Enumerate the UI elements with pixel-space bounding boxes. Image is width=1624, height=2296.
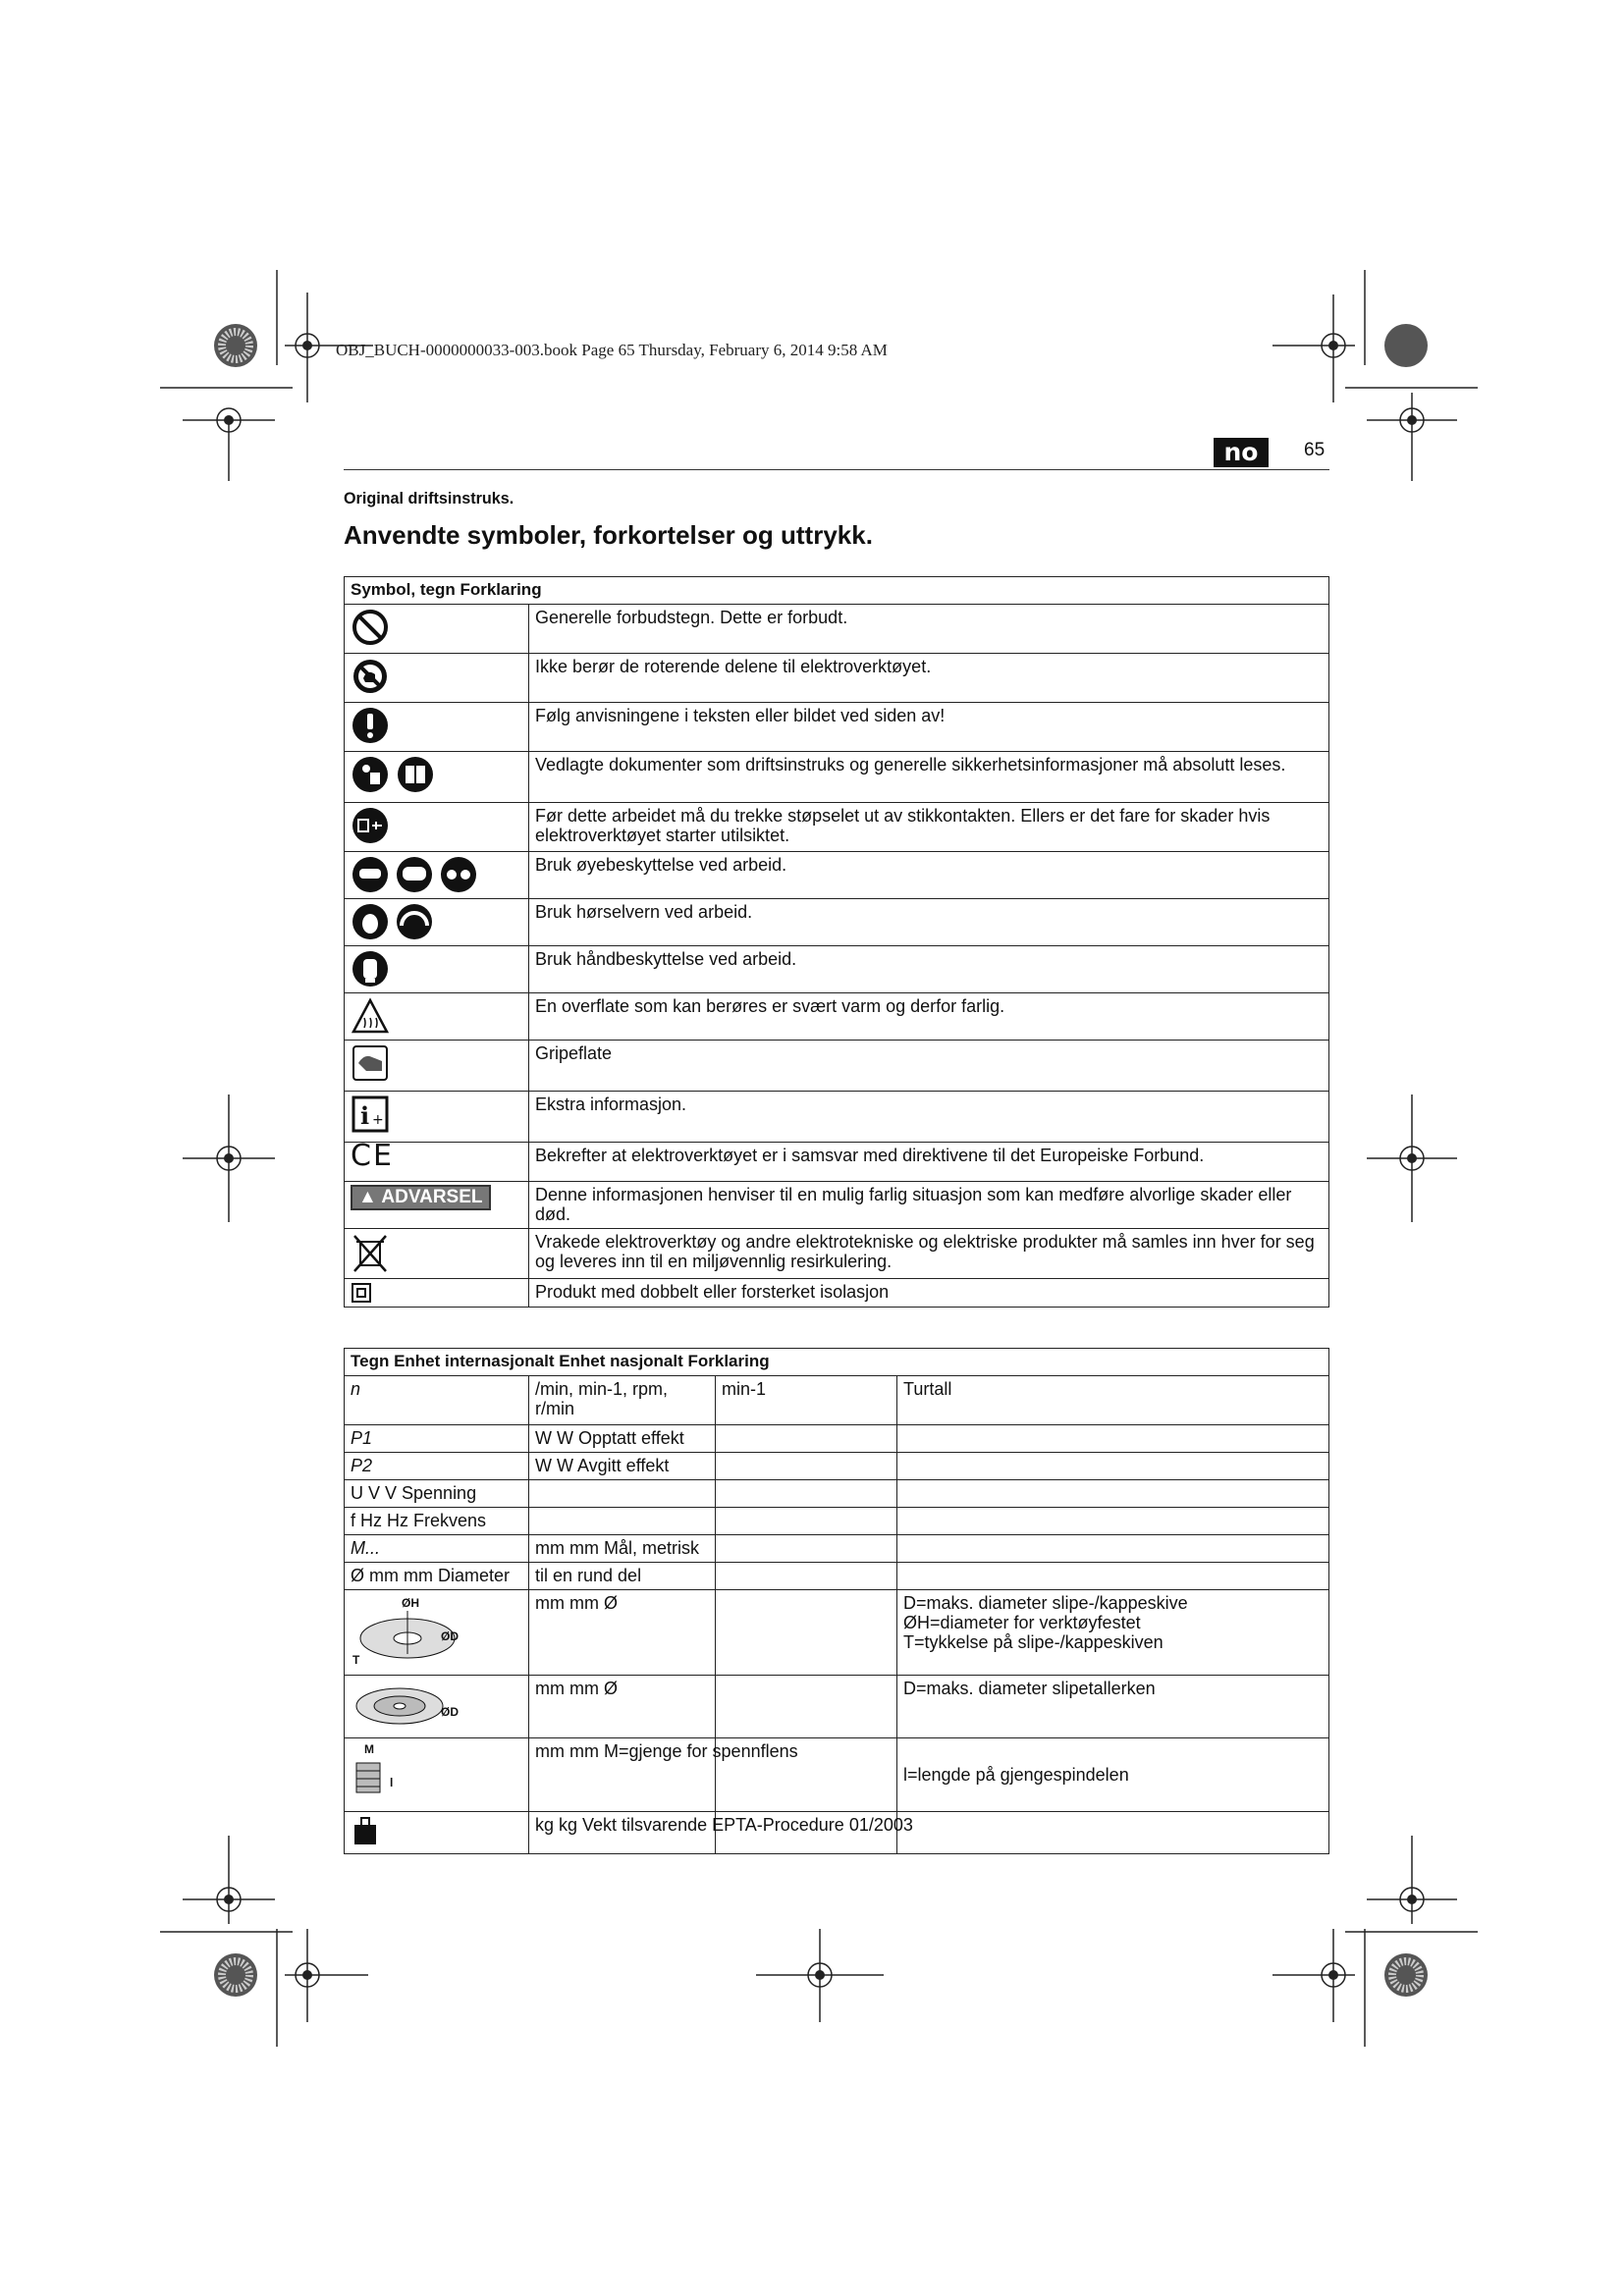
- table-row: [345, 703, 1329, 752]
- row-text: Generelle forbudstegn. Dette er forbudt.: [529, 605, 1329, 654]
- document-subtitle: Original driftsinstruks.: [344, 489, 514, 507]
- explanation-line: T=tykkelse på slipe-/kappeskiven: [903, 1632, 1164, 1652]
- row-text: Bruk øyebeskyttelse ved arbeid.: [529, 852, 1329, 899]
- unit-international: mm mm M=gjenge for spennflens: [529, 1738, 716, 1812]
- row-text: Vedlagte dokumenter som driftsinstruks og generelle sikkerhetsinformasjoner må absolutt leses.: [529, 752, 1329, 803]
- units-table: [344, 1348, 1329, 1854]
- explanation-line: D=maks. diameter slipe-/kappeskive: [903, 1593, 1188, 1613]
- unit-international: mm mm Ø: [529, 1590, 716, 1676]
- unit-international: W W Avgitt effekt: [529, 1453, 716, 1480]
- row-text: Bruk hørselvern ved arbeid.: [529, 899, 1329, 946]
- symbols-table: [344, 576, 1329, 1308]
- unit-symbol: n: [345, 1376, 529, 1425]
- unit-symbol: f Hz Hz Frekvens: [345, 1508, 529, 1535]
- grip-surface-icon: [351, 1043, 390, 1083]
- header-rule: [344, 469, 1329, 470]
- unit-international: /min, min-1, rpm, r/min: [529, 1376, 716, 1425]
- table-row: [345, 1508, 1329, 1535]
- unit-symbol: M...: [345, 1535, 529, 1563]
- row-text: Vrakede elektroverktøy og andre elektrotekniske og elektriske produkter må samles inn hver for seg og leveres inn til en miljøvennlig resirkulering.: [529, 1229, 1329, 1279]
- row-text: Gripeflate: [529, 1041, 1329, 1092]
- unplug-icon: [351, 806, 390, 845]
- symbols-table-header: Symbol, tegn Forklaring: [345, 577, 1329, 605]
- row-text: Produkt med dobbelt eller forsterket isolasjon: [529, 1279, 1329, 1308]
- info-icon: [351, 1095, 390, 1134]
- fig-label-t: T: [352, 1653, 360, 1667]
- table-row: [345, 946, 1329, 993]
- prohibition-icon: [351, 608, 390, 647]
- unit-symbol: P1: [345, 1425, 529, 1453]
- fig-label-m: M: [364, 1742, 374, 1756]
- table-row: [345, 1738, 1329, 1812]
- weight-icon: [351, 1815, 380, 1846]
- exclamation-icon: [351, 706, 390, 745]
- unit-international: til en rund del: [529, 1563, 716, 1590]
- unit-explanation: l=lengde på gjengespindelen: [897, 1738, 1329, 1812]
- page-number: 65: [1304, 440, 1326, 460]
- row-text: Ikke berør de roterende delene til elektroverktøyet.: [529, 654, 1329, 703]
- explanation-line: ØH=diameter for verktøyfestet: [903, 1613, 1141, 1632]
- table-row: [345, 1535, 1329, 1563]
- no-touch-rotating-icon: [351, 657, 390, 696]
- read-manual-icon: [351, 755, 439, 794]
- fig-label-oh: ØH: [402, 1596, 419, 1610]
- warning-label: ▲ ADVARSEL: [351, 1185, 491, 1210]
- row-text: Følg anvisningene i teksten eller bildet ved siden av!: [529, 703, 1329, 752]
- row-text: Denne informasjonen henviser til en mulig farlig situasjon som kan medføre alvorlige skader eller død.: [529, 1182, 1329, 1229]
- svg-text:i: i: [360, 1101, 370, 1130]
- units-table-header: Tegn Enhet internasjonalt Enhet nasjonalt Forklaring: [345, 1349, 1329, 1376]
- table-row: [345, 852, 1329, 899]
- ce-mark-icon: CE: [351, 1139, 394, 1174]
- row-text: Bekrefter at elektroverktøyet er i samsvar med direktivene til det Europeiske Forbund.: [529, 1143, 1329, 1182]
- table-row: [345, 1453, 1329, 1480]
- table-row: [345, 1676, 1329, 1738]
- language-badge: no: [1214, 438, 1269, 467]
- table-row: [345, 899, 1329, 946]
- warning-label-text: ADVARSEL: [381, 1187, 483, 1207]
- book-info-header: OBJ_BUCH-0000000033-003.book Page 65 Thursday, February 6, 2014 9:58 AM: [336, 341, 888, 359]
- eye-protection-icon: [351, 855, 483, 894]
- row-text: En overflate som kan berøres er svært varm og derfor farlig.: [529, 993, 1329, 1041]
- table-row: [345, 803, 1329, 852]
- crossed-bin-icon: [351, 1232, 390, 1275]
- fig-label-od: ØD: [441, 1705, 459, 1719]
- unit-explanation: D=maks. diameter slipetallerken: [897, 1676, 1329, 1738]
- table-row: [345, 1182, 1329, 1229]
- unit-national: min-1: [716, 1376, 897, 1425]
- hot-surface-icon: [351, 996, 390, 1036]
- table-row: [345, 752, 1329, 803]
- table-row: [345, 1425, 1329, 1453]
- table-row: [345, 993, 1329, 1041]
- fig-label-od: ØD: [441, 1629, 459, 1643]
- table-row: [345, 1041, 1329, 1092]
- table-row: [345, 1143, 1329, 1182]
- page-title: Anvendte symboler, forkortelser og uttrykk.: [344, 520, 873, 550]
- table-row: [345, 654, 1329, 703]
- table-row: [345, 1092, 1329, 1143]
- hand-protection-icon: [351, 949, 390, 988]
- fig-label-l: l: [390, 1776, 394, 1789]
- grinding-disc-diagram-icon: [351, 1593, 468, 1668]
- unit-international: W W Opptatt effekt: [529, 1425, 716, 1453]
- table-row: [345, 1229, 1329, 1279]
- thread-spindle-diagram-icon: [351, 1741, 409, 1804]
- unit-symbol: P2: [345, 1453, 529, 1480]
- double-insulation-icon: [351, 1282, 372, 1304]
- unit-symbol: Ø mm mm Diameter: [345, 1563, 529, 1590]
- unit-international: mm mm Ø: [529, 1676, 716, 1738]
- table-row: [345, 1376, 1329, 1425]
- ear-protection-icon: [351, 902, 439, 941]
- unit-international: kg kg Vekt tilsvarende EPTA-Procedure 01/2003: [529, 1812, 716, 1854]
- backing-pad-diagram-icon: [351, 1679, 468, 1730]
- table-row: [345, 605, 1329, 654]
- table-row: [345, 1480, 1329, 1508]
- row-text: Ekstra informasjon.: [529, 1092, 1329, 1143]
- table-row: [345, 1279, 1329, 1308]
- unit-international: mm mm Mål, metrisk: [529, 1535, 716, 1563]
- table-row: [345, 1812, 1329, 1854]
- row-text: Bruk håndbeskyttelse ved arbeid.: [529, 946, 1329, 993]
- unit-symbol: U V V Spenning: [345, 1480, 529, 1508]
- row-text: Før dette arbeidet må du trekke støpselet ut av stikkontakten. Ellers er det fare for skader hvis elektroverktøyet starter utilsiktet.: [529, 803, 1329, 852]
- table-row: [345, 1563, 1329, 1590]
- table-row: [345, 1590, 1329, 1676]
- svg-text:+: +: [372, 1112, 384, 1128]
- unit-explanation: Turtall: [897, 1376, 1329, 1425]
